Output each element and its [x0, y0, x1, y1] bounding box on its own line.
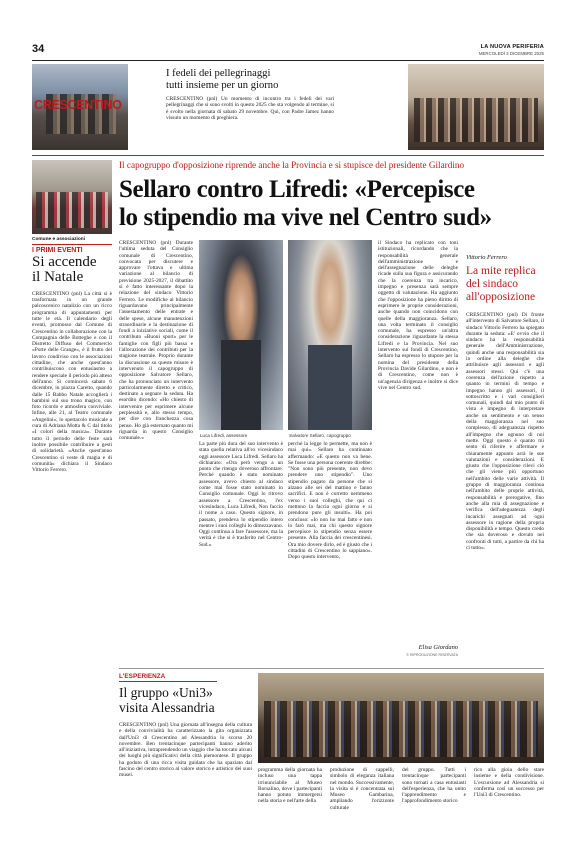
left-kicker-rule — [32, 244, 112, 245]
right-story-body: CRESCENTINO (pnl) Di fronte all'intervento di Salvatore Sellaro, il sindaco Vittorio Ferrero ha spiegato durante la seduta: «E' ovvio che il sindaco ha la responsabilità generale dell'Amministrazione, quindi anche una responsabilità sia in ordine alla deleghe che attribuisce agli assessori e agli assessori stessi. Qui c'è una coerenza dell'azione rispetto a quanto in termini di tempo e impegno hanno gli assessori, il sottoscritto e i vari consiglieri comunali, quindi dal mio punto di vista è impegno di interpretare anche un sentimento e un senso della maggioranza nel suo complesso, di adeguatezza rispetto all'impegno che ognuno di noi mette. Oggi questo è quanto mi sento di riferire e affermare e chiaramente appunto arrà le sue valutazioni e considerazioni. E giusto che l'opposizione rilevi ciò che gli viene più opportuno nell'ambito delle varie attività. Il gruppo di maggioranza continua nell'ambito delle proprie attività, responsabilità e prerogative, fino anche alla mia di assegnazione e verifica dell'adeguatezza degli incarichi assegnati ad ogni assessore in ragione della propria disponibilità e tempo. Questo credo che sia doveroso e dovuto nei confronti di tutti, a partire da chi ha ci tutto». — [466, 312, 544, 551]
pilgrims-group-photo — [408, 64, 544, 150]
right-headline-2: del sindaco — [466, 278, 519, 290]
main-col-1: CRESCENTINO (pnl) Durante l'ultima seduta del Consiglio comunale di Crescentino, convocata per discutere e approvare l'ottava e ultima variazione al bilancio di previsione 2025-2027, il dibattito si è fatto interessante dopo la relazione del sindaco Vittorio Ferrero. Le modifiche al bilancio riguardavano principalmente l'assestamento delle entrate e delle spese, alcune manutenzioni straordinarie e la destinazione di fondi a iniziative sociali, come il contributo «Buoni sport» per le famiglie con figli più bassa e l'allocazione dei contributi per la stagione teatrale. Proprio durante la discussione su queste misure è intervenuto il capogruppo di opposizione Salvatore Sellaro, che ha pronunciato un intervento particolarmente diretto e critico, destinato a segnare la seduta. Ha esordito dicendo: «Ho chiesto di intervenire per esprimere alcune perplessità e, allo stesso tempo, per dire con franchezza cosa penso. Ho già esternato quanto mi riguarda in questo Consiglio comunale.» — [119, 240, 193, 442]
section-label-crescentino: CRESCENTINO — [34, 98, 122, 112]
main-signature: Elisa Giordano — [418, 644, 458, 651]
bottom-col-2: programma della giornata ha incluso una tappa irrinunciabile al Museo Borsalino, dove i partecipanti hanno potuto immergersi nella storia e nell'arte della — [258, 767, 322, 805]
left-headline-1: Si accende — [32, 253, 97, 270]
bottom-col-5: rico alla gioia dello stare insieme e della condivisione. L'escursione ad Alessandria si conferma così un successo per l'Uni3 di Crescentino. — [474, 767, 544, 799]
sellaro-caption: Salvatore Sellaro, capogruppo — [289, 433, 351, 438]
main-story-header — [119, 160, 544, 232]
main-headline-1: Sellaro contro Lifredi: «Percepisce — [119, 176, 475, 203]
lifredi-caption: Luca Lifredi, assessore — [200, 433, 248, 438]
bottom-divider — [119, 668, 544, 669]
left-section-label: Comune e associazioni — [32, 237, 86, 242]
top-divider — [32, 155, 544, 156]
bottom-col-4: del gruppo. Tutti i trentacinque partecipanti sono tornati a casa entusiasti dell'esperienza, che ha unito l'apprendimento e l'approfondimento storico — [402, 767, 466, 805]
left-headline-2: il Natale — [32, 269, 84, 286]
bottom-col-3: produzione di cappelli, simbolo di eleganza italiana nel mondo. Successivamente, la visita si è concentrata sul Museo Gambarina, ampliando l'orizzonte culturale — [330, 767, 394, 811]
header-rule — [32, 60, 544, 61]
bottom-kicker: L'ESPERIENZA — [119, 673, 166, 680]
issue-date: MERCOLEDÌ 3 DICEMBRE 2025 — [478, 51, 544, 56]
right-headline-3: all'opposizione — [466, 291, 536, 303]
main-kicker: Il capogruppo d'opposizione riprende anche la Provincia e si stupisce del presidente Gilardino — [119, 160, 465, 170]
bottom-headline-2: visita Alessandria — [119, 699, 215, 715]
page-number: 34 — [32, 43, 45, 55]
top-story-text — [166, 68, 334, 130]
left-story-body: CRESCENTINO (pnl) La città si è trasformata in un grande palcoscenico natalizio con un ricco programma di appuntamenti per tutte le età. Il calendario degli eventi, promosso dal Comune di Crescentino in collaborazione con la Compagnia delle Botteghe e con il Distretto Diffuso del Commercio «Porte delle Grange», è il frutto del lavoro condiviso con le associazioni cittadine, che anche quest'anno contribuiscono con entusiasmo a rendere speciale il periodo più atteso dell'anno. Si comincerà sabato 6 dicembre, in piazza Caretto, quando dalle 15 Babbo Natale accoglierà i bambini sul suo trono magico, con foto ricordo e atmosfera conviviale. Infine, alle 21, al Teatro comunale «Angelini», lo spettacolo musicale a cura di Adriana Motta & C dal titolo «I colori della musica». Durante tutto il periodo delle feste sarà inoltre possibile contribuire a gesti di solidarietà. «Anche quest'anno Crescentino si veste di magia e di comunità» dichiara il Sindaco Vittorio Ferrero. — [32, 290, 112, 474]
page-header — [32, 44, 544, 58]
main-col-3: perché la legge lo permette, ma non è mai qui». Sellaro ha continuato affermando: «E questo non va bene. Se fosse una persona coerente direbbe: "Non sono più presente, non devo prendere uno stipendio". Uno stipendio pagato da persone che si alzano alle sei del mattino e fanno sacrifici. E non è corretto nemmeno verso i suoi colleghi, che qui ci mettono la faccia ogni giorno e si prendono pure gli insulti». Ha poi concluso: «Io non ho mai fatto e non lo farò mai, ma chi questo signore percepisce lo stipendio senza essere presente. Alla faccia dei crescentinesi. Ora mio dovere dirlo, ed è giusto che i cittadini di Crescentino lo sappiano». Dopo questo intervento, — [288, 441, 372, 561]
bottom-story-header — [119, 673, 217, 715]
right-headline-1: La mite replica — [466, 265, 536, 277]
lifredi-portrait — [199, 240, 283, 430]
main-col-4: il Sindaco ha replicato con toni istituzionali, ricordando che la responsabilità generale dell'amministrazione e dell'assegnazione delle deleghe ricade sulla sua figura e assicurando che la coerenza tra incarico, impegno e presenza sarà sempre oggetto di valutazione. Ha aggiunto che l'opposizione ha pieno diritto di esprimere le proprie considerazioni, anche quando non coincidono con quelle della maggioranza. Sellaro, una volta terminato il consiglio comunale, ha espresso un'altra considerazione riguardante la stessa Lifredi e la Provincia. Nel suo intervento sui fondi di Crescentino, Sellaro ha espresso lo stupore per la nomina del presidente della Provincia Davide Gilardino, e non è di Crescentino, come non è un'agenzia dirigenza e inoltre si dice vive nel Centro sud. — [378, 240, 458, 391]
main-col-2: La parte più dura del suo intervento è stata quella relativa all'ex vicesindaco oggi assessore Luca Lifredi. Sellaro ha dichiarato: «Ora però vengo a un punto che ritengo doveroso affrontare. Perché quando è stato nominato assessore, avevo chiesto al sindaco come mai fosse stato nominato in Consiglio comunale. Oggi lo ritrovo assessore a Crescentino, l'ex vicesindaco, Luca Lifredi, Non faccio il nome a caso. Questo signore, in passato, prendeva lo stipendio intero mentre i suoi colleghi lo dimezzavano. Oggi continua a fare l'assessore, ma la verità è che si è trasferito nel Centro-Sud.» — [199, 441, 283, 548]
uni3-group-photo — [258, 673, 544, 763]
main-signature-note: © RIPRODUZIONE RISERVATA — [406, 653, 458, 657]
top-headline-2: tutti insieme per un giorno — [166, 80, 279, 91]
left-kicker: I PRIMI EVENTI — [32, 246, 83, 254]
right-author: Vittorio Ferrero — [466, 254, 507, 261]
paper-name: LA NUOVA PERIFERIA — [480, 44, 544, 50]
christmas-event-photo — [32, 160, 112, 234]
main-headline-2: lo stipendio ma vive nel Centro sud» — [119, 204, 492, 231]
sellaro-portrait — [288, 240, 372, 430]
left-story — [32, 237, 112, 792]
right-story — [466, 254, 544, 674]
top-story — [32, 64, 544, 152]
top-headline-1: I fedeli dei pellegrinaggi — [166, 68, 271, 79]
bottom-kicker-rule — [119, 681, 217, 682]
top-story-body: CRESCENTINO (pnl) Un momento di incontro tra i fedeli dei vari pellegrinaggi che si sono svolti in questo 2025 che sta volgendo al termine, si è svolto nella giornata di sabato 29 novembre. Qui, con Padre Jamez hanno vissuto un momento di preghiera. — [166, 96, 334, 121]
bottom-headline-1: Il gruppo «Uni3» — [119, 684, 213, 700]
bottom-col-1: CRESCENTINO (pnl) Una giornata all'insegna della cultura e della convivialità ha caratterizzato la gita organizzata dall'Uni3 di Crescentino ad Alessandria lo scorso 20 novembre. Ben trentacinque partecipanti hanno aderito all'iniziativa, intraprendendo un viaggio che ha toccato alcuni dei luoghi più significativi della città piemontese. Il gruppo ha goduto di una ricca visita guidata che ha spaziato dal fascino del centro storico al valore storico e artistico dei suoi musei. — [119, 722, 252, 779]
